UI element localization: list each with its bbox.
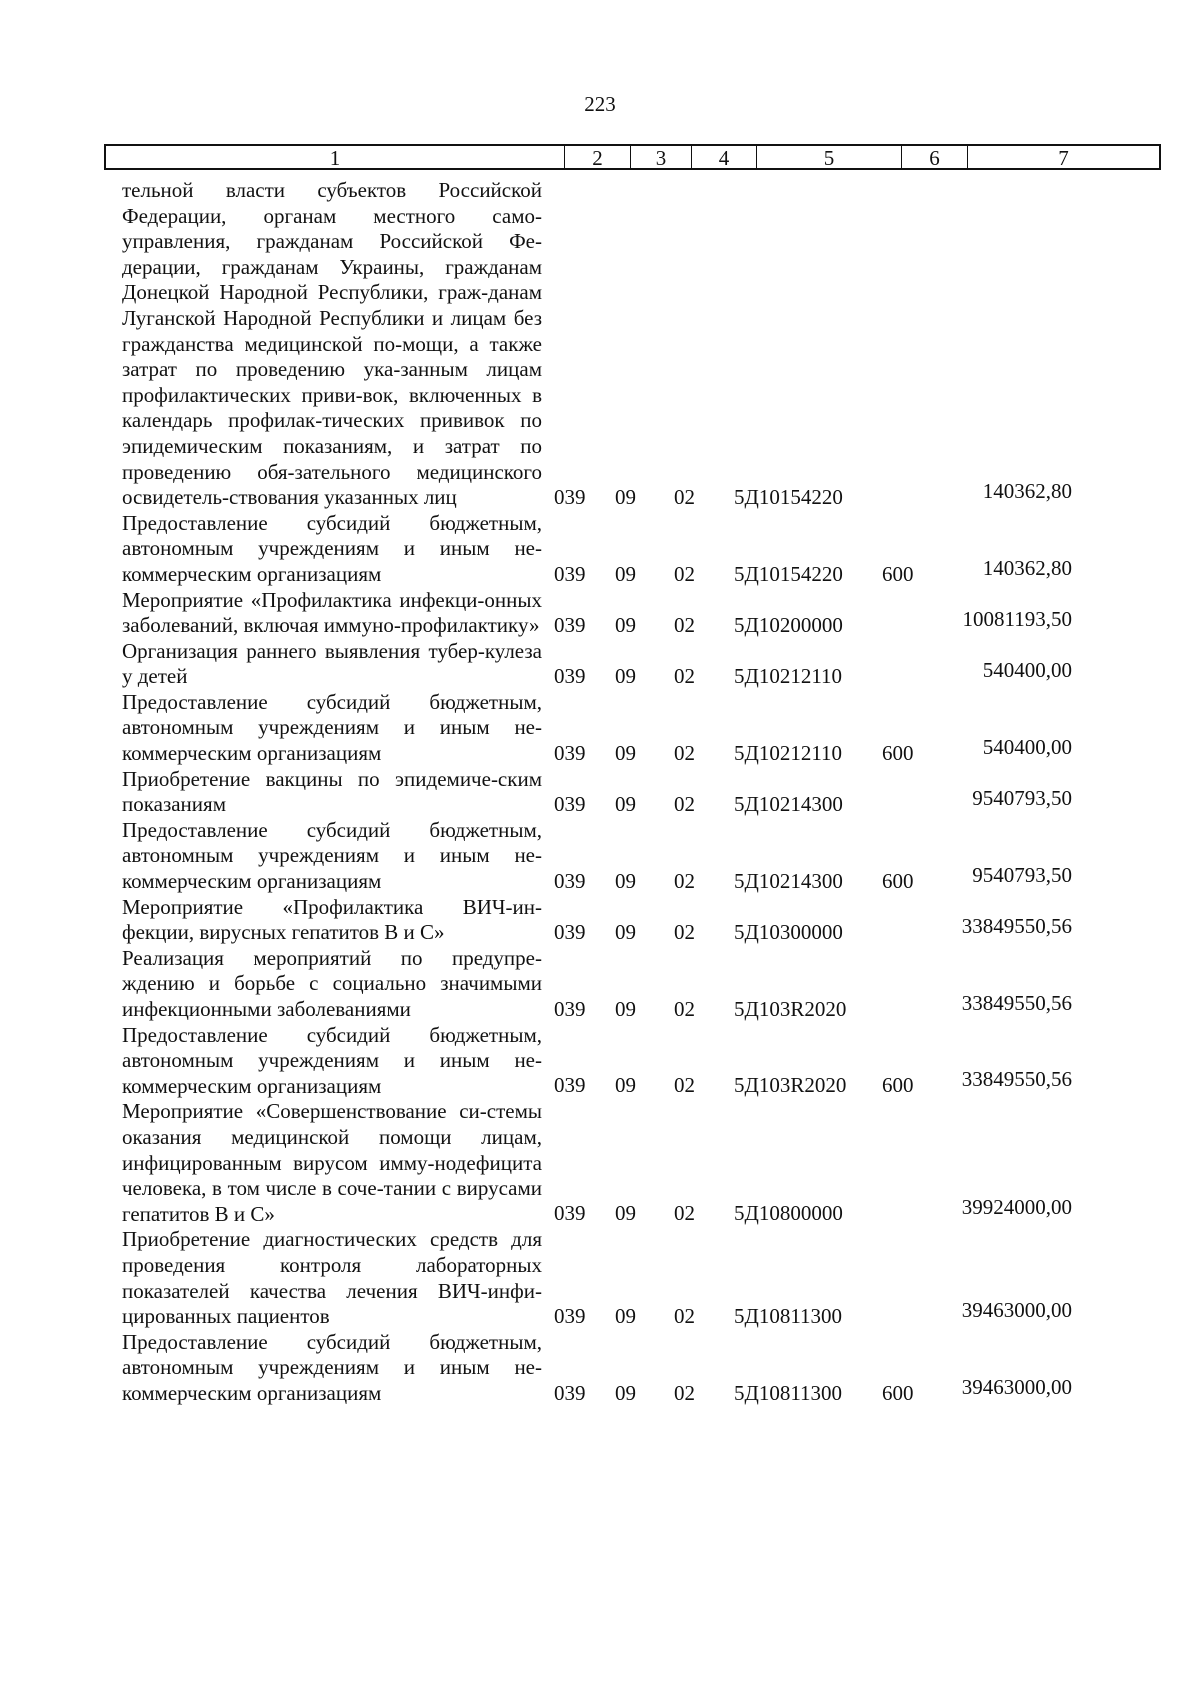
header-col-4: 4 xyxy=(692,146,757,168)
subsection-code: 02 xyxy=(674,1380,695,1405)
section-code: 09 xyxy=(615,663,636,688)
row-description: Приобретение вакцины по эпидемиче-ским показаниям xyxy=(122,766,542,817)
row-codes xyxy=(122,734,1172,765)
ministry-code: 039 xyxy=(554,740,586,765)
header-col-2: 2 xyxy=(565,146,631,168)
row-codes xyxy=(122,1195,1172,1226)
row-codes xyxy=(122,1297,1172,1328)
subsection-code: 02 xyxy=(674,791,695,816)
target-article-code: 5Д10811300 xyxy=(734,1303,843,1328)
amount: 39463000,00 xyxy=(961,1297,1072,1322)
table-row xyxy=(122,178,1172,511)
subsection-code: 02 xyxy=(674,1073,695,1098)
table-row xyxy=(122,639,1172,690)
expense-type-code: 600 xyxy=(882,1380,914,1405)
row-description: Мероприятие «Профилактика ВИЧ-ин-фекции, вирусных гепатитов В и С» xyxy=(122,894,542,945)
target-article-code: 5Д10811300 xyxy=(734,1380,843,1405)
section-code: 09 xyxy=(615,1073,636,1098)
row-codes xyxy=(122,1067,1172,1098)
ministry-code: 039 xyxy=(554,561,586,586)
row-codes xyxy=(122,555,1172,586)
section-code: 09 xyxy=(615,740,636,765)
table-row xyxy=(122,511,1172,588)
header-col-6: 6 xyxy=(902,146,968,168)
row-description: Предоставление субсидий бюджетным, автономным учреждениям и иным не-коммерческим организациям xyxy=(122,1022,542,1098)
target-article-code: 5Д10154220 xyxy=(734,561,843,586)
amount: 10081193,50 xyxy=(962,606,1072,631)
ministry-code: 039 xyxy=(554,1380,586,1405)
section-code: 09 xyxy=(615,612,636,637)
table-header xyxy=(104,144,1161,170)
expense-type-code: 600 xyxy=(882,868,914,893)
target-article-code: 5Д10154220 xyxy=(734,484,843,509)
row-codes xyxy=(122,862,1172,893)
section-code: 09 xyxy=(615,1201,636,1226)
row-description: Организация раннего выявления тубер-кулеза у детей xyxy=(122,638,542,689)
table-row xyxy=(122,895,1172,946)
row-description: Предоставление субсидий бюджетным, автономным учреждениям и иным не-коммерческим организациям xyxy=(122,1329,542,1405)
ministry-code: 039 xyxy=(554,484,586,509)
subsection-code: 02 xyxy=(674,996,695,1021)
row-description: Предоставление субсидий бюджетным, автономным учреждениям и иным не-коммерческим организациям xyxy=(122,817,542,894)
amount: 33849550,56 xyxy=(961,1067,1072,1092)
target-article-code: 5Д10212110 xyxy=(734,740,843,765)
row-codes xyxy=(122,990,1172,1021)
row-description: тельной власти субъектов Российской Федерации, органам местного само-управления, гражданам Российской Фе-дерации, гражданам Украины, гражданам Донецкой Народной Республики, граж-данам Луганской Народной Республики и лицам без гражданства медицинской по-мощи, а также затрат по проведению ука-занным лицам профилактических приви-вок, включенных в календарь профилак-тических прививок по эпидемическим показаниям, и затрат по проведению обя-зательного медицинского освидетель-ствования указанных лиц xyxy=(122,178,542,510)
ministry-code: 039 xyxy=(554,1201,586,1226)
row-description: Приобретение диагностических средств для проведения контроля лабораторных показателей качества лечения ВИЧ-инфи-цированных пациентов xyxy=(122,1227,542,1329)
row-codes xyxy=(122,1374,1172,1405)
section-code: 09 xyxy=(615,996,636,1021)
section-code: 09 xyxy=(615,791,636,816)
amount: 39924000,00 xyxy=(961,1195,1072,1220)
amount: 9540793,50 xyxy=(972,862,1072,887)
amount: 140362,80 xyxy=(982,555,1072,580)
table-row xyxy=(122,1023,1172,1100)
row-codes xyxy=(122,478,1172,509)
expense-type-code: 600 xyxy=(882,1073,914,1098)
section-code: 09 xyxy=(615,484,636,509)
table-row xyxy=(122,946,1172,1023)
subsection-code: 02 xyxy=(674,740,695,765)
expense-type-code: 600 xyxy=(882,740,914,765)
budget-table-body xyxy=(122,178,1172,1407)
subsection-code: 02 xyxy=(674,868,695,893)
row-description: Предоставление субсидий бюджетным, автономным учреждениям и иным не-коммерческим организациям xyxy=(122,510,542,586)
header-col-5: 5 xyxy=(757,146,902,168)
target-article-code: 5Д103R2020 xyxy=(734,996,847,1021)
row-description: Мероприятие «Совершенствование си-стемы оказания медицинской помощи лицам, инфицированным вирусом имму-нодефицита человека, в том числе в соче-тании с вирусами гепатитов В и С» xyxy=(122,1099,542,1226)
subsection-code: 02 xyxy=(674,663,695,688)
section-code: 09 xyxy=(615,1380,636,1405)
ministry-code: 039 xyxy=(554,996,586,1021)
section-code: 09 xyxy=(615,561,636,586)
subsection-code: 02 xyxy=(674,919,695,944)
amount: 33849550,56 xyxy=(961,913,1072,938)
target-article-code: 5Д103R2020 xyxy=(734,1073,847,1098)
table-row xyxy=(122,1227,1172,1329)
table-row xyxy=(122,1099,1172,1227)
header-col-7: 7 xyxy=(1058,146,1069,170)
amount: 33849550,56 xyxy=(961,990,1072,1015)
ministry-code: 039 xyxy=(554,1073,586,1098)
ministry-code: 039 xyxy=(554,868,586,893)
row-description: Мероприятие «Профилактика инфекци-онных заболеваний, включая иммуно-профилактику» xyxy=(122,587,542,638)
ministry-code: 039 xyxy=(554,791,586,816)
target-article-code: 5Д10300000 xyxy=(734,919,843,944)
target-article-code: 5Д10214300 xyxy=(734,791,843,816)
section-code: 09 xyxy=(615,1303,636,1328)
expense-type-code: 600 xyxy=(882,561,914,586)
target-article-code: 5Д10800000 xyxy=(734,1201,843,1226)
ministry-code: 039 xyxy=(554,919,586,944)
amount: 540400,00 xyxy=(982,734,1072,759)
table-row xyxy=(122,588,1172,639)
table-row xyxy=(122,1330,1172,1407)
header-col-3: 3 xyxy=(631,146,692,168)
page-number: 223 xyxy=(584,92,616,116)
subsection-code: 02 xyxy=(674,612,695,637)
amount: 39463000,00 xyxy=(961,1374,1072,1399)
table-row xyxy=(122,690,1172,767)
subsection-code: 02 xyxy=(674,1201,695,1226)
row-description: Реализация мероприятий по предупре-ждению и борьбе с социально значимыми инфекционными заболеваниями xyxy=(122,945,542,1021)
ministry-code: 039 xyxy=(554,612,586,637)
ministry-code: 039 xyxy=(554,1303,586,1328)
table-row xyxy=(122,818,1172,895)
table-row xyxy=(122,767,1172,818)
ministry-code: 039 xyxy=(554,663,586,688)
target-article-code: 5Д10212110 xyxy=(734,663,843,688)
section-code: 09 xyxy=(615,919,636,944)
subsection-code: 02 xyxy=(674,484,695,509)
header-col-1: 1 xyxy=(106,146,565,168)
subsection-code: 02 xyxy=(674,1303,695,1328)
subsection-code: 02 xyxy=(674,561,695,586)
amount: 9540793,50 xyxy=(972,785,1072,810)
target-article-code: 5Д10200000 xyxy=(734,612,843,637)
section-code: 09 xyxy=(615,868,636,893)
amount: 140362,80 xyxy=(982,478,1072,503)
row-description: Предоставление субсидий бюджетным, автономным учреждениям и иным не-коммерческим организациям xyxy=(122,689,542,766)
target-article-code: 5Д10214300 xyxy=(734,868,843,893)
amount: 540400,00 xyxy=(982,657,1072,682)
